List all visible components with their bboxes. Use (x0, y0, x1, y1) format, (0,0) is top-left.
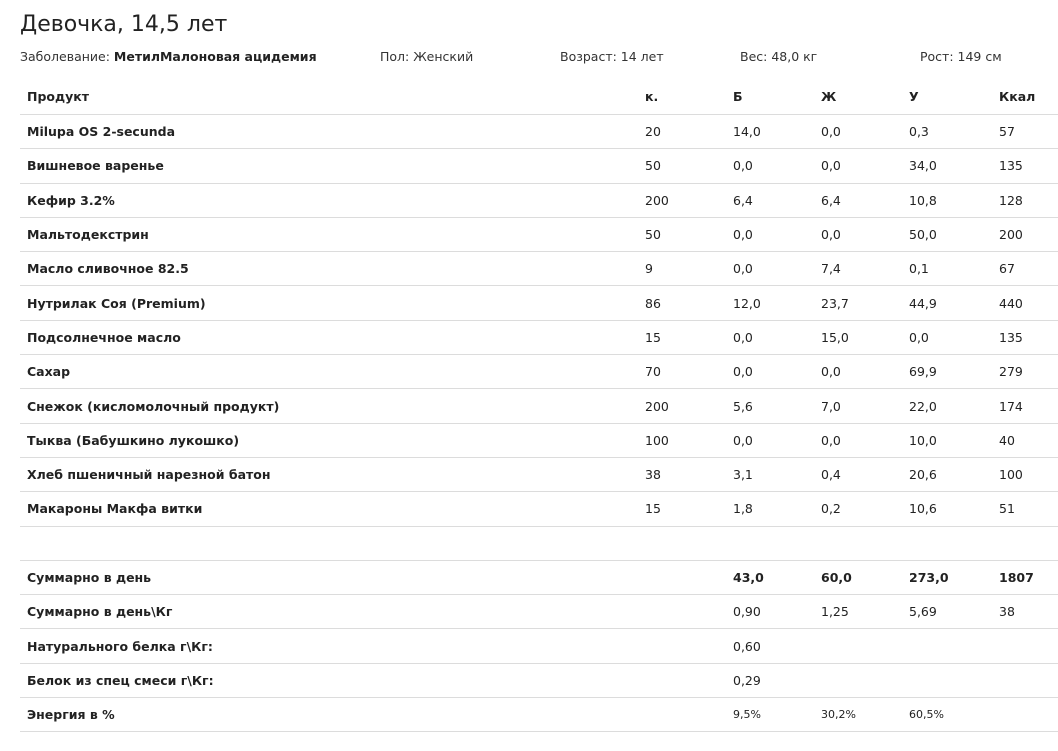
carbs-cell: 69,9 (902, 355, 992, 389)
product-name-cell: Нутрилак Соя (Premium) (20, 286, 638, 320)
quantity-cell: 100 (638, 423, 726, 457)
height-info: Рост: 149 см (920, 49, 1002, 64)
quantity-cell: 70 (638, 355, 726, 389)
product-name-cell: Хлеб пшеничный нарезной батон (20, 457, 638, 491)
kcal-cell: 135 (992, 149, 1058, 183)
fat-cell: 15,0 (814, 320, 902, 354)
header-product: Продукт (20, 79, 638, 115)
header-kcal: Ккал (992, 79, 1058, 115)
fat-cell: 0,0 (814, 217, 902, 251)
summary-fat (814, 629, 902, 663)
nutrition-table (20, 79, 1058, 732)
summary-per-day-kg-row (20, 595, 1058, 629)
summary-label: Суммарно в день\Кг (20, 595, 638, 629)
protein-cell: 0,0 (726, 423, 814, 457)
quantity-cell: 50 (638, 217, 726, 251)
protein-cell: 12,0 (726, 286, 814, 320)
fat-cell: 7,0 (814, 389, 902, 423)
protein-cell: 0,0 (726, 252, 814, 286)
energy-percent-row (20, 698, 1058, 732)
kcal-cell: 135 (992, 320, 1058, 354)
table-row (20, 252, 1058, 286)
kcal-cell: 279 (992, 355, 1058, 389)
carbs-cell: 22,0 (902, 389, 992, 423)
quantity-cell: 38 (638, 457, 726, 491)
protein-cell: 1,8 (726, 492, 814, 526)
disease-value: МетилМалоновая ацидемия (113, 49, 317, 64)
table-header-row (20, 79, 1058, 115)
table-row (20, 115, 1058, 149)
summary-label: Белок из спец смеси г\Кг: (20, 663, 638, 697)
summary-carbs (902, 663, 992, 697)
header-quantity: к. (638, 79, 726, 115)
quantity-cell: 9 (638, 252, 726, 286)
fat-cell: 0,0 (814, 355, 902, 389)
kcal-cell: 40 (992, 423, 1058, 457)
product-name-cell: Тыква (Бабушкино лукошко) (20, 423, 638, 457)
table-row (20, 320, 1058, 354)
fat-cell: 6,4 (814, 183, 902, 217)
summary-per-day-row (20, 560, 1058, 594)
product-name-cell: Макароны Макфа витки (20, 492, 638, 526)
table-row (20, 457, 1058, 491)
summary-label: Натурального белка г\Кг: (20, 629, 638, 663)
table-row (20, 423, 1058, 457)
header-carbs: У (902, 79, 992, 115)
kcal-cell: 100 (992, 457, 1058, 491)
quantity-cell: 200 (638, 389, 726, 423)
carbs-cell: 34,0 (902, 149, 992, 183)
summary-protein: 43,0 (726, 560, 814, 594)
summary-carbs: 273,0 (902, 560, 992, 594)
header-protein: Б (726, 79, 814, 115)
special-protein-row (20, 663, 1058, 697)
carbs-cell: 0,1 (902, 252, 992, 286)
protein-cell: 0,0 (726, 320, 814, 354)
table-row (20, 217, 1058, 251)
summary-protein: 0,29 (726, 663, 814, 697)
quantity-cell: 200 (638, 183, 726, 217)
protein-cell: 3,1 (726, 457, 814, 491)
product-name-cell: Milupa OS 2-secunda (20, 115, 638, 149)
product-name-cell: Мальтодекстрин (20, 217, 638, 251)
quantity-cell: 15 (638, 320, 726, 354)
header-fat: Ж (814, 79, 902, 115)
summary-label: Суммарно в день (20, 560, 638, 594)
summary-carbs (902, 629, 992, 663)
summary-kcal (992, 629, 1058, 663)
fat-cell: 7,4 (814, 252, 902, 286)
fat-cell: 0,0 (814, 423, 902, 457)
quantity-cell: 86 (638, 286, 726, 320)
kcal-cell: 174 (992, 389, 1058, 423)
summary-protein: 0,90 (726, 595, 814, 629)
summary-label: Энергия в % (20, 698, 638, 732)
protein-cell: 0,0 (726, 149, 814, 183)
disease-label: Заболевание: (20, 49, 110, 64)
summary-fat (814, 663, 902, 697)
product-name-cell: Подсолнечное масло (20, 320, 638, 354)
table-row (20, 183, 1058, 217)
table-row (20, 389, 1058, 423)
kcal-cell: 128 (992, 183, 1058, 217)
sex-info: Пол: Женский (380, 49, 474, 64)
age-info: Возраст: 14 лет (560, 49, 664, 64)
quantity-cell: 20 (638, 115, 726, 149)
protein-cell: 0,0 (726, 217, 814, 251)
summary-carbs: 5,69 (902, 595, 992, 629)
summary-cell (638, 663, 726, 697)
summary-cell (638, 629, 726, 663)
fat-cell: 0,0 (814, 149, 902, 183)
disease-info (20, 49, 317, 64)
table-row (20, 149, 1058, 183)
kcal-cell: 440 (992, 286, 1058, 320)
table-row (20, 286, 1058, 320)
summary-cell (638, 560, 726, 594)
carbs-cell: 0,3 (902, 115, 992, 149)
summary-kcal: 38 (992, 595, 1058, 629)
summary-fat: 1,25 (814, 595, 902, 629)
summary-cell (638, 595, 726, 629)
fat-cell: 0,0 (814, 115, 902, 149)
energy-protein-percent: 9,5% (726, 698, 814, 732)
page-title: Девочка, 14,5 лет (20, 12, 228, 37)
product-name-cell: Кефир 3.2% (20, 183, 638, 217)
quantity-cell: 15 (638, 492, 726, 526)
product-name-cell: Сахар (20, 355, 638, 389)
product-rows (20, 115, 1058, 527)
product-name-cell: Снежок (кисломолочный продукт) (20, 389, 638, 423)
table-row (20, 492, 1058, 526)
fat-cell: 23,7 (814, 286, 902, 320)
kcal-cell: 200 (992, 217, 1058, 251)
summary-kcal (992, 663, 1058, 697)
fat-cell: 0,4 (814, 457, 902, 491)
kcal-cell: 51 (992, 492, 1058, 526)
kcal-cell: 67 (992, 252, 1058, 286)
summary-rows (20, 526, 1058, 732)
protein-cell: 6,4 (726, 183, 814, 217)
carbs-cell: 20,6 (902, 457, 992, 491)
carbs-cell: 10,8 (902, 183, 992, 217)
summary-cell (638, 698, 726, 732)
product-name-cell: Масло сливочное 82.5 (20, 252, 638, 286)
energy-carbs-percent: 60,5% (902, 698, 992, 732)
product-name-cell: Вишневое варенье (20, 149, 638, 183)
natural-protein-row (20, 629, 1058, 663)
summary-protein: 0,60 (726, 629, 814, 663)
quantity-cell: 50 (638, 149, 726, 183)
summary-cell (992, 698, 1058, 732)
carbs-cell: 0,0 (902, 320, 992, 354)
energy-fat-percent: 30,2% (814, 698, 902, 732)
carbs-cell: 10,0 (902, 423, 992, 457)
protein-cell: 5,6 (726, 389, 814, 423)
fat-cell: 0,2 (814, 492, 902, 526)
weight-info: Вес: 48,0 кг (740, 49, 818, 64)
summary-fat: 60,0 (814, 560, 902, 594)
summary-kcal: 1807 (992, 560, 1058, 594)
carbs-cell: 50,0 (902, 217, 992, 251)
protein-cell: 14,0 (726, 115, 814, 149)
carbs-cell: 10,6 (902, 492, 992, 526)
table-row (20, 355, 1058, 389)
carbs-cell: 44,9 (902, 286, 992, 320)
protein-cell: 0,0 (726, 355, 814, 389)
kcal-cell: 57 (992, 115, 1058, 149)
separator-row (20, 526, 1058, 560)
